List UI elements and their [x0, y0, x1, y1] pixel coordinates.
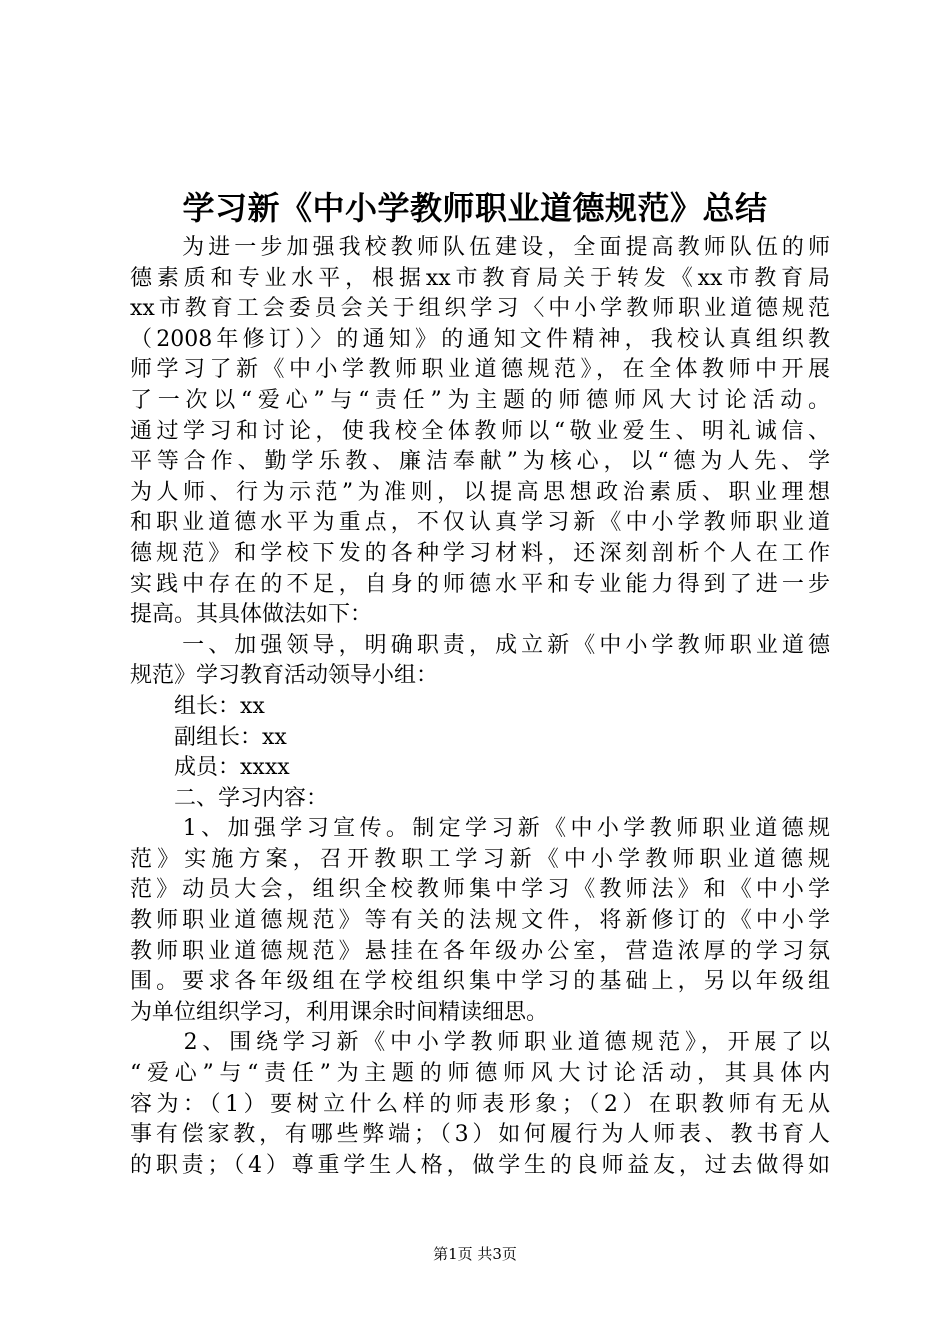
- body-line: 范》动员大会，组织全校教师集中学习《教师法》和《中小学: [130, 877, 830, 903]
- body-line: 1、加强学习宣传。制定学习新《中小学教师职业道德规: [130, 816, 830, 842]
- body-line: 为人师、行为示范”为准则，以提高思想政治素质、职业理想: [130, 479, 830, 505]
- body-line: 平等合作、勤学乐教、廉洁奉献”为核心，以“德为人先、学: [130, 449, 830, 475]
- body-line: 为进一步加强我校教师队伍建设，全面提高教师队伍的师: [130, 235, 830, 260]
- body-line: 围。要求各年级组在学校组织集中学习的基础上，另以年级组: [130, 969, 830, 995]
- body-line: 提高。其具体做法如下：: [130, 602, 373, 628]
- body-line: 实践中存在的不足，自身的师德水平和专业能力得到了进一步: [130, 571, 830, 597]
- body-line: 教师职业道德规范》等有关的法规文件，将新修订的《中小学: [130, 908, 830, 934]
- page-footer: 第1页 共3页: [433, 1245, 517, 1263]
- document-body: [130, 233, 830, 1181]
- body-line: 一、加强领导，明确职责，成立新《中小学教师职业道德: [130, 632, 830, 658]
- body-line: 教师职业道德规范》悬挂在各年级办公室，营造浓厚的学习氛: [130, 938, 830, 964]
- body-line: （2008年修订）〉的通知》的通知文件精神，我校认真组织教: [130, 326, 830, 352]
- body-line: 组长：xx: [130, 693, 265, 719]
- body-line: 规范》学习教育活动领导小组：: [130, 663, 439, 689]
- body-line: xx市教育工会委员会关于组织学习〈中小学教师职业道德规范: [130, 296, 830, 322]
- body-line: 副组长：xx: [130, 724, 287, 750]
- body-line: 容为：（1）要树立什么样的师表形象；（2）在职教师有无从: [130, 1091, 830, 1117]
- body-line: 德规范》和学校下发的各种学习材料，还深刻剖析个人在工作: [130, 540, 830, 566]
- body-line: 的职责；（4）尊重学生人格，做学生的良师益友，过去做得如: [130, 1152, 830, 1178]
- body-line: 德素质和专业水平，根据xx市教育局关于转发《xx市教育局: [130, 265, 830, 291]
- body-line: 成员：xxxx: [130, 755, 290, 781]
- body-line: 通过学习和讨论，使我校全体教师以“敬业爱生、明礼诚信、: [130, 418, 830, 444]
- body-line: 了一次以“爱心”与“责任”为主题的师德师风大讨论活动。: [130, 387, 830, 413]
- body-line: “爱心”与“责任”为主题的师德师风大讨论活动，其具体内: [130, 1061, 830, 1087]
- body-line: 范》实施方案，召开教职工学习新《中小学教师职业道德规: [130, 846, 830, 872]
- body-line: 二、学习内容：: [130, 785, 329, 811]
- body-line: 2、围绕学习新《中小学教师职业道德规范》，开展了以: [130, 1030, 830, 1056]
- body-line: 师学习了新《中小学教师职业道德规范》，在全体教师中开展: [130, 357, 830, 383]
- document-title: 学习新《中小学教师职业道德规范》总结: [182, 189, 768, 227]
- body-line: 和职业道德水平为重点，不仅认真学习新《中小学教师职业道: [130, 510, 830, 536]
- body-line: 事有偿家教，有哪些弊端；（3）如何履行为人师表、教书育人: [130, 1122, 830, 1148]
- body-line: 为单位组织学习，利用课余时间精读细思。: [130, 999, 549, 1025]
